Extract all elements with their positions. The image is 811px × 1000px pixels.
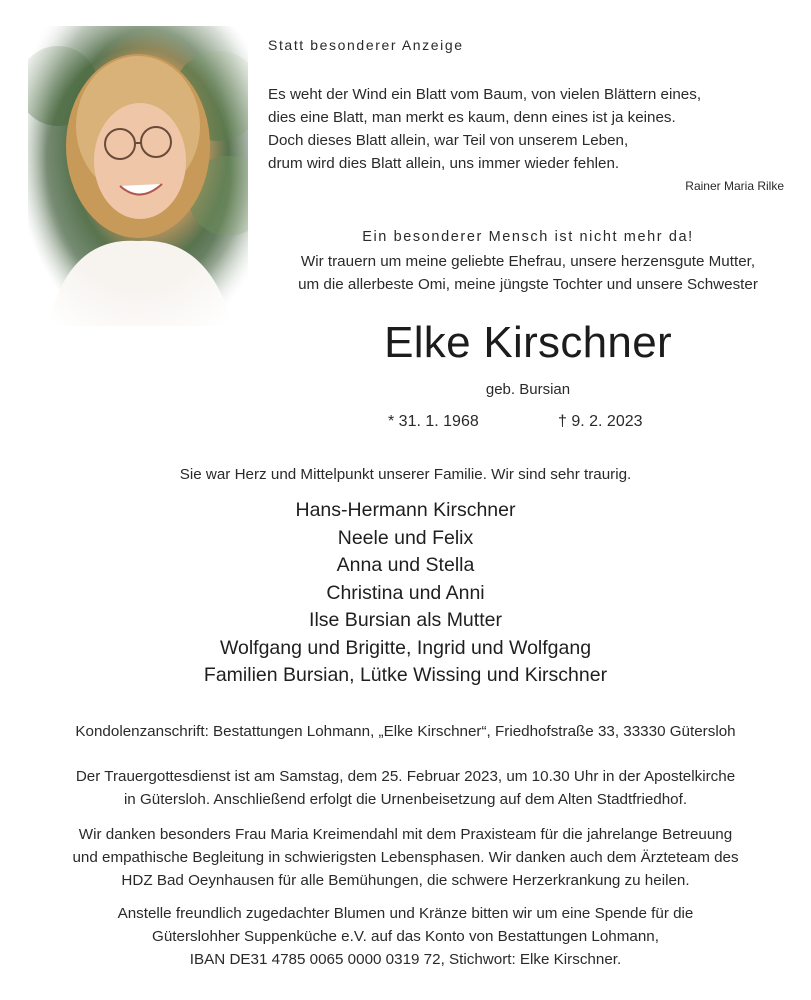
poem-line: drum wird dies Blatt allein, uns immer wieder fehlen. — [268, 155, 620, 172]
thanks-text — [0, 823, 811, 892]
birth-date: * 31. 1. 1968 — [388, 413, 479, 430]
family-member: Neele und Felix — [337, 526, 474, 549]
service-line: in Gütersloh. Anschließend erfolgt die Urnenbeisetzung auf dem Alten Stadtfriedhof. — [123, 791, 688, 808]
statement: Sie war Herz und Mittelpunkt unserer Familie. Wir sind sehr traurig. — [179, 466, 632, 483]
condolence-address: Kondolenzanschrift: Bestattungen Lohmann, „Elke Kirschner“, Friedhofstraße 33, 33330 Gütersloh — [75, 723, 736, 740]
deceased-name: Elke Kirschner — [384, 318, 672, 367]
intro-heading: Ein besonderer Mensch ist nicht mehr da! — [362, 229, 694, 245]
family-member: Christina und Anni — [326, 581, 485, 604]
portrait-photo — [28, 26, 248, 326]
family-member: Familien Bursian, Lütke Wissing und Kirschner — [203, 664, 608, 686]
family-member: Hans-Hermann Kirschner — [295, 499, 516, 521]
donation-line: Anstelle freundlich zugedachter Blumen und Kränze bitten wir um eine Spende für die — [117, 905, 694, 922]
poem-line: Es weht der Wind ein Blatt vom Baum, von vielen Blättern eines, — [268, 86, 702, 103]
thanks-line: HDZ Bad Oeynhausen für alle Bemühungen, die schwere Herzerkrankung zu heilen. — [121, 872, 690, 889]
poem — [268, 83, 701, 175]
intro-line: Wir trauern um meine geliebte Ehefrau, unsere herzensgute Mutter, — [300, 253, 756, 270]
service-info — [0, 765, 811, 811]
thanks-line: und empathische Begleitung in schwierigsten Lebensphasen. Wir danken auch dem Ärzteteam des — [72, 849, 739, 866]
service-line: Der Trauergottesdienst ist am Samstag, dem 25. Februar 2023, um 10.30 Uhr in der Apostelkirche — [75, 768, 736, 785]
intro-text — [248, 250, 808, 296]
poem-author: Rainer Maria Rilke — [685, 179, 784, 193]
maiden-name: geb. Bursian — [485, 381, 571, 398]
family-member: Anna und Stella — [336, 554, 475, 576]
header-title: Statt besonderer Anzeige — [268, 37, 464, 53]
intro-line: um die allerbeste Omi, meine jüngste Tochter und unsere Schwester — [298, 276, 758, 293]
thanks-line: Wir danken besonders Frau Maria Kreimendahl mit dem Praxisteam für die jahrelange Betreuung — [78, 826, 733, 843]
poem-line: Doch dieses Blatt allein, war Teil von unserem Leben, — [268, 132, 629, 149]
family-list — [0, 497, 811, 690]
family-member: Ilse Bursian als Mutter — [309, 609, 502, 631]
death-date: † 9. 2. 2023 — [558, 413, 643, 430]
donation-text — [0, 902, 811, 971]
donation-line: Güterslohher Suppenküche e.V. auf das Konto von Bestattungen Lohmann, — [152, 928, 659, 945]
poem-line: dies eine Blatt, man merkt es kaum, denn eines ist ja keines. — [268, 109, 676, 126]
donation-line: IBAN DE31 4785 0065 0000 0319 72, Stichwort: Elke Kirschner. — [189, 951, 622, 968]
family-member: Wolfgang und Brigitte, Ingrid und Wolfgang — [219, 636, 592, 659]
